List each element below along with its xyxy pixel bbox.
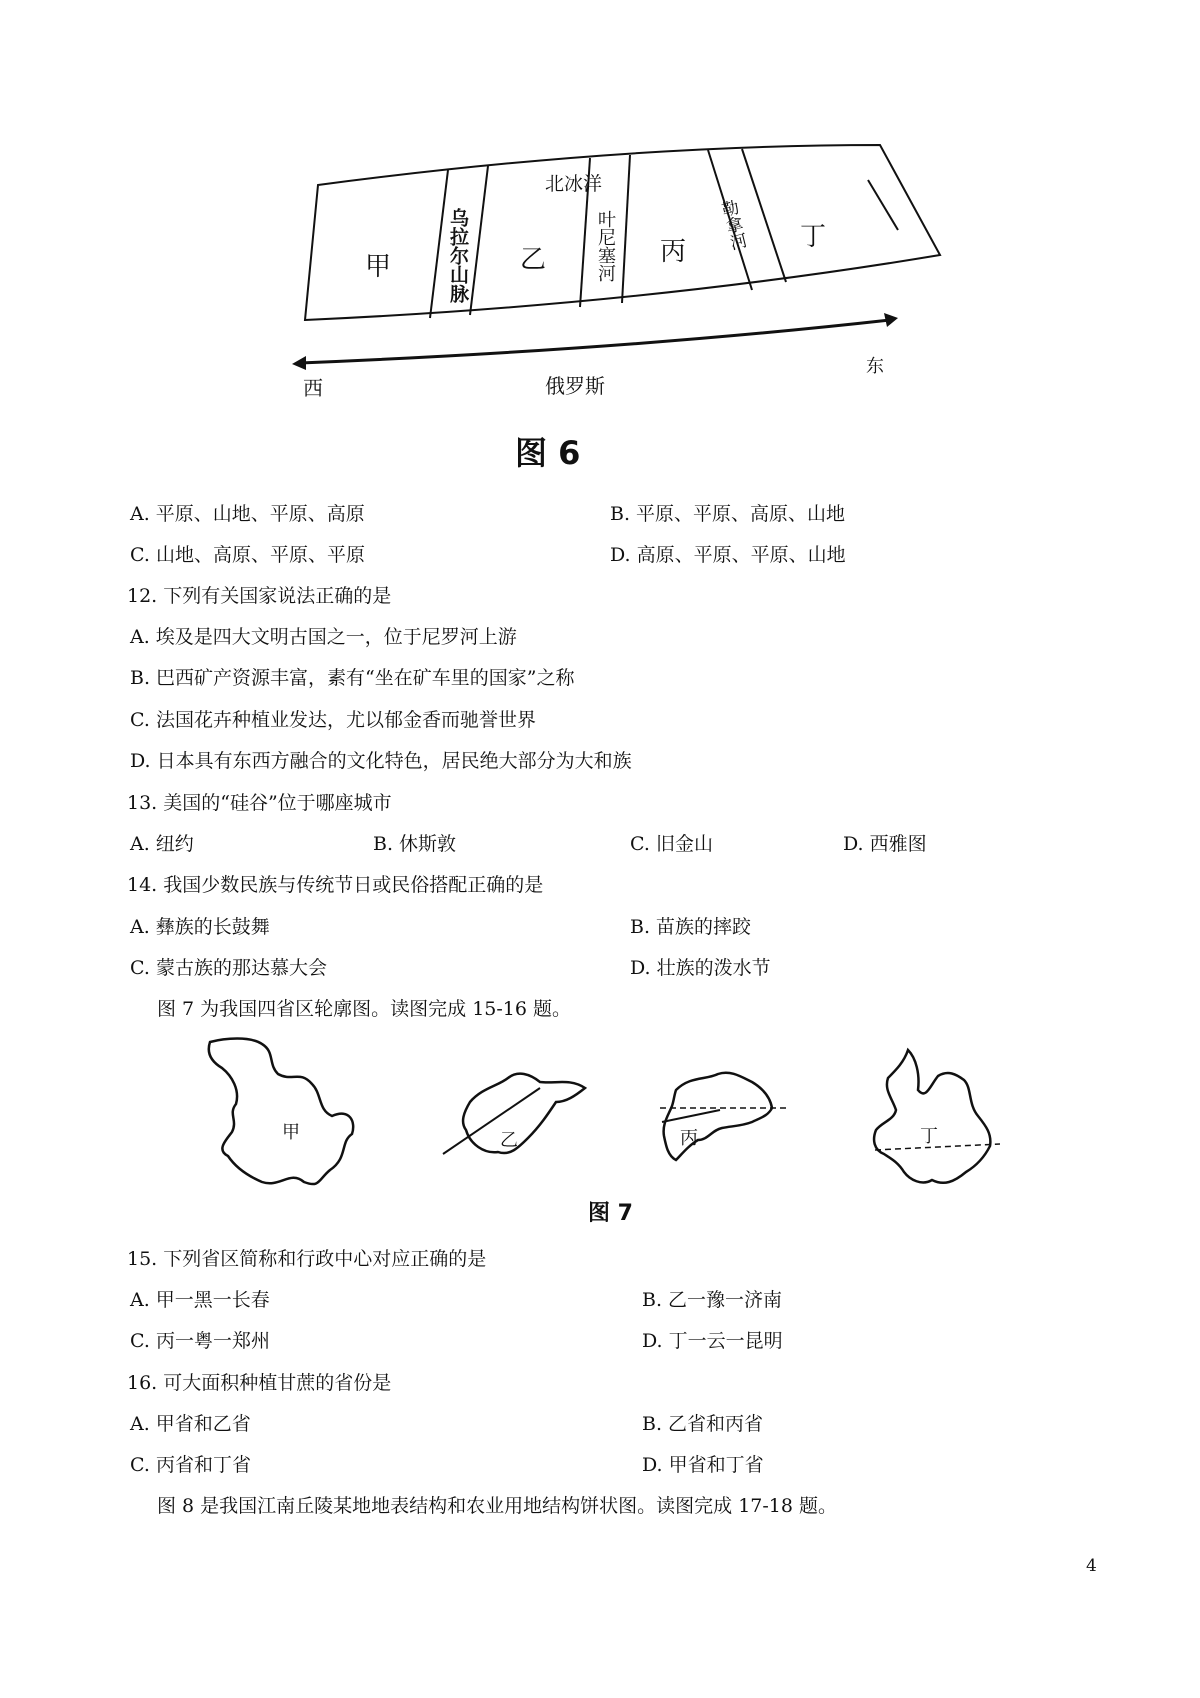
q14-option-d: D. 壮族的泼水节 (630, 957, 771, 979)
q13-option-a: A. 纽约 (130, 833, 194, 855)
figure-6-title: 图 6 (515, 434, 581, 472)
q12-option-b: B. 巴西矿产资源丰富，素有“坐在矿车里的国家”之称 (130, 667, 575, 689)
direction-arrow-line (300, 320, 890, 363)
q13-option-c: C. 旧金山 (630, 833, 713, 855)
label-jia: 甲 (365, 252, 392, 282)
label-ding: 丁 (800, 222, 827, 252)
q15-option-d: D. 丁一云一昆明 (642, 1330, 783, 1352)
label-xi: 西 (303, 376, 323, 400)
q16-option-b: B. 乙省和丙省 (642, 1413, 764, 1435)
label-dong: 东 (866, 356, 884, 377)
arrow-head-right (884, 313, 898, 327)
river-line-yi (443, 1088, 540, 1154)
province-outline-yi (463, 1074, 585, 1153)
q11-option-c: C. 山地、高原、平原、平原 (130, 544, 365, 566)
divider (470, 166, 488, 315)
label-lena-river: 勒拿河 (716, 198, 748, 253)
label-yi-7: 乙 (500, 1130, 518, 1151)
divider (622, 155, 630, 303)
label-bing: 丙 (660, 237, 687, 267)
label-ding-7: 丁 (920, 1126, 938, 1147)
top-arrow-mark (868, 180, 898, 230)
q11-option-a: A. 平原、山地、平原、高原 (130, 503, 365, 525)
label-jia-7: 甲 (282, 1122, 300, 1143)
figure-7-diagram (0, 1030, 1200, 1210)
label-yi: 乙 (520, 245, 547, 275)
q12-stem: 12. 下列有关国家说法正确的是 (127, 585, 392, 607)
label-beibingyang: 北冰洋 (545, 173, 603, 195)
q12-option-c: C. 法国花卉种植业发达，尤以郁金香而驰誉世界 (130, 709, 536, 731)
q15-stem: 15. 下列省区简称和行政中心对应正确的是 (127, 1248, 487, 1270)
q12-option-a: A. 埃及是四大文明古国之一，位于尼罗河上游 (130, 626, 517, 648)
q16-option-c: C. 丙省和丁省 (130, 1454, 251, 1476)
q16-option-a: A. 甲省和乙省 (130, 1413, 251, 1435)
q14-stem: 14. 我国少数民族与传统节日或民俗搭配正确的是 (127, 874, 544, 896)
province-outline-ding (874, 1050, 990, 1183)
q14-option-c: C. 蒙古族的那达慕大会 (130, 957, 327, 979)
q11-option-b: B. 平原、平原、高原、山地 (610, 503, 846, 525)
label-ural-mountains: 乌拉尔山脉 (447, 208, 469, 303)
arrow-head-left (292, 356, 306, 370)
q15-option-b: B. 乙一豫一济南 (642, 1289, 783, 1311)
label-yenisei-river: 叶尼塞河 (595, 210, 616, 282)
divider (742, 149, 786, 282)
q15-option-a: A. 甲一黑一长春 (130, 1289, 270, 1311)
q14-option-a: A. 彝族的长鼓舞 (130, 916, 270, 938)
figure-7-intro: 图 7 为我国四省区轮廓图。读图完成 15-16 题。 (157, 998, 572, 1020)
divider (430, 170, 448, 318)
label-russia: 俄罗斯 (545, 374, 605, 398)
q16-stem: 16. 可大面积种植甘蔗的省份是 (127, 1372, 392, 1394)
q13-option-d: D. 西雅图 (843, 833, 927, 855)
q13-stem: 13. 美国的“硅谷”位于哪座城市 (127, 792, 392, 814)
q16-option-d: D. 甲省和丁省 (642, 1454, 764, 1476)
q12-option-d: D. 日本具有东西方融合的文化特色，居民绝大部分为大和族 (130, 750, 632, 772)
q11-option-d: D. 高原、平原、平原、山地 (610, 544, 846, 566)
page-number: 4 (1086, 1556, 1097, 1576)
q15-option-c: C. 丙一粤一郑州 (130, 1330, 270, 1352)
figure-7-title: 图 7 (588, 1201, 633, 1226)
q13-option-b: B. 休斯敦 (373, 833, 457, 855)
q14-option-b: B. 苗族的摔跤 (630, 916, 752, 938)
province-outline-jia (209, 1039, 353, 1185)
label-bing-7: 丙 (680, 1128, 698, 1149)
figure-8-intro: 图 8 是我国江南丘陵某地地表结构和农业用地结构饼状图。读图完成 17-18 题。 (157, 1495, 838, 1517)
